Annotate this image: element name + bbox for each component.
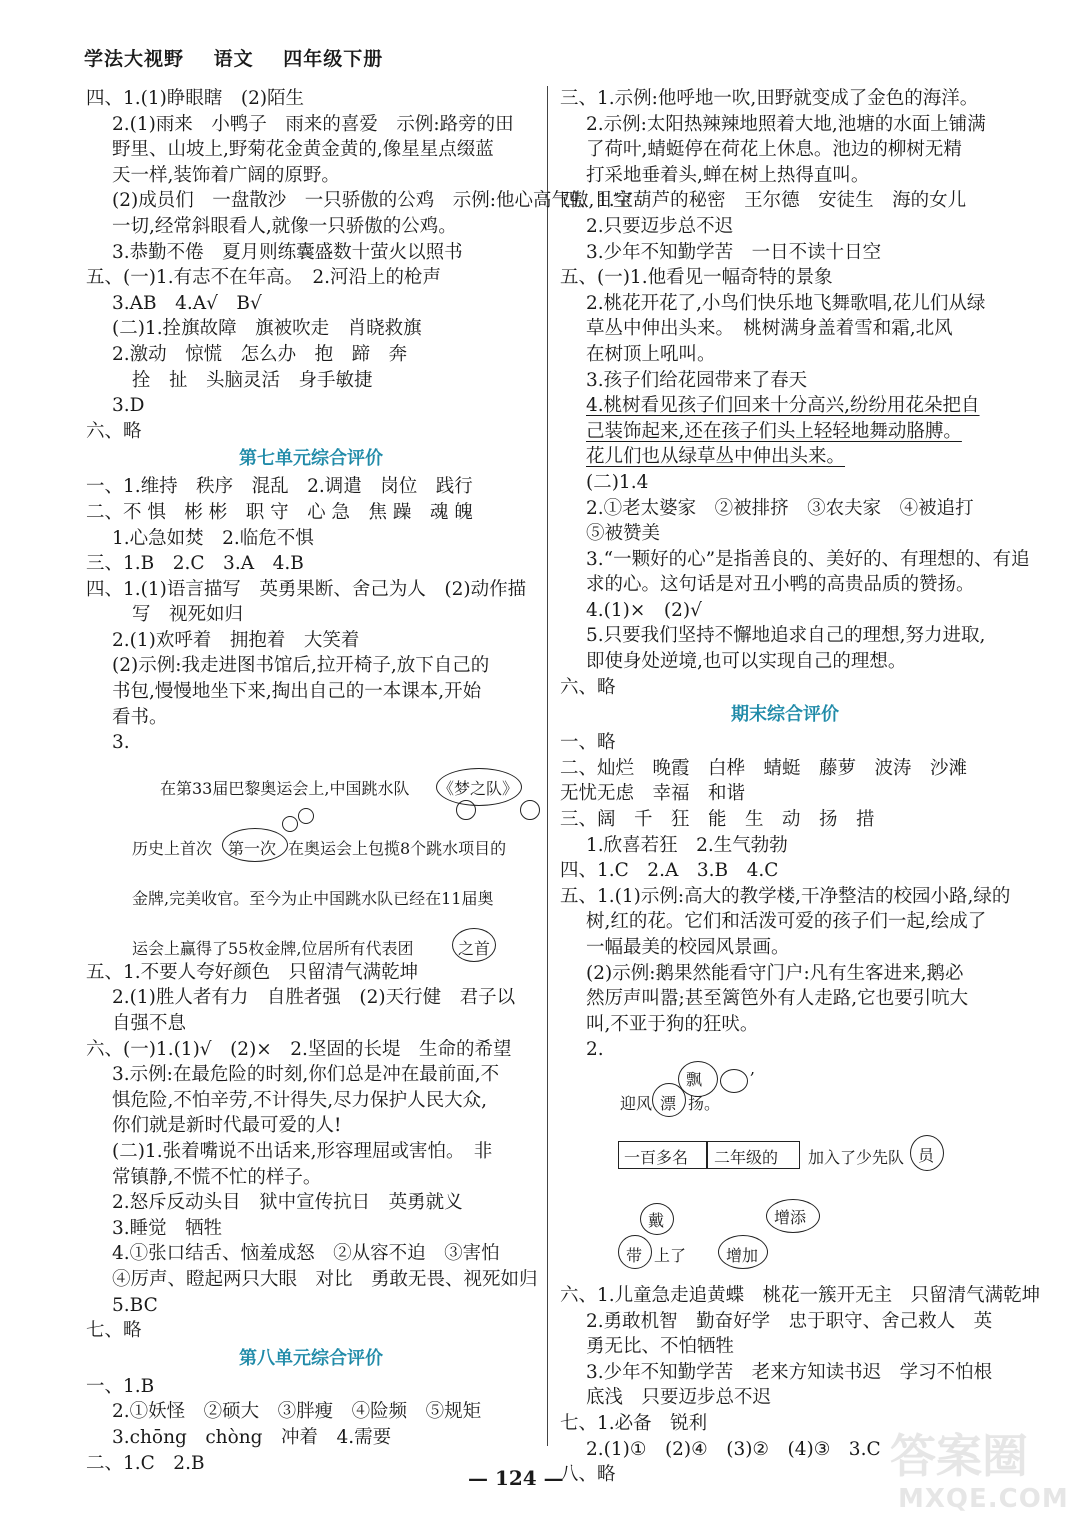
punctuation-correction-figure — [86, 756, 536, 960]
fig2-piao: 飘 — [686, 1069, 703, 1089]
fig2-piao2: 漂 — [660, 1093, 677, 1113]
fig-line4: 运会上赢得了55枚金牌,位居所有代表团 — [132, 938, 414, 958]
answer-line: 3.D — [112, 395, 145, 417]
answer-line: 2.勇敢机智 勤奋好学 忠于职守、舍己救人 英 — [586, 1310, 993, 1332]
fig2-join: 加入了少先队 — [808, 1147, 905, 1167]
answer-line: 5.只要我们坚持不懈地追求自己的理想,努力进取, — [586, 625, 986, 647]
watermark — [890, 1420, 1069, 1530]
answer-line: 2. — [586, 1039, 604, 1061]
answer-line: 看书。 — [112, 706, 168, 728]
quote-mark-circle — [282, 816, 298, 832]
circle-mark — [436, 768, 522, 806]
answer-line: 2.(1)欢呼着 拥抱着 大笑着 — [112, 629, 360, 651]
answer-line: 3.孩子们给花园带来了春天 — [586, 369, 808, 391]
answer-line: 4.①张口结舌、恼羞成怒 ②从容不迫 ③害怕 — [112, 1243, 500, 1265]
fig-line2a: 历史上首次 — [132, 838, 213, 858]
answer-line: (2)示例:我走进图书馆后,拉开椅子,放下自己的 — [112, 655, 490, 677]
answer-line: 无忧无虑 幸福 和谐 — [560, 783, 746, 805]
answer-line: 底浅 只要迈步总不迟 — [586, 1387, 772, 1409]
quote-mark-circle — [298, 808, 314, 824]
answer-line: 3. — [112, 732, 130, 754]
answer-line: 2.只要迈步总不迟 — [586, 215, 734, 237]
answer-line: 二、1.C 2.B — [86, 1452, 205, 1474]
answer-line: 2.(1)雨来 小鸭子 雨来的喜爱 示例:路旁的田 — [112, 113, 514, 135]
answer-line: 六、略 — [560, 676, 616, 698]
answer-line: 写 视死如归 — [132, 604, 244, 626]
answer-line: (二)1.张着嘴说不出话来,形容理屈或害怕。 非 — [112, 1141, 493, 1162]
box-divider — [706, 1141, 708, 1169]
answer-line: 一切,经常斜眼看人,就像一只骄傲的公鸡。 — [112, 215, 457, 237]
answer-line: 4.桃树看见孩子们回来十分高兴,纷纷用花朵把自 — [586, 395, 980, 417]
answer-line: 打采地垂着头,蝉在树上热得直叫。 — [586, 164, 870, 186]
fig2-box2: 二年级的 — [714, 1147, 779, 1167]
answer-line: 3.AB 4.A√ B√ — [112, 292, 262, 314]
final-answers — [560, 730, 1010, 1063]
fig3-dai: 戴 — [648, 1210, 665, 1230]
fig3-zengtian: 增添 — [774, 1207, 807, 1227]
page-number: — 124 — — [468, 1466, 564, 1490]
answer-line: 2.示例:太阳热辣辣地照着大地,池塘的水面上铺满 — [586, 113, 986, 135]
answer-line: 己装饰起来,还在孩子们头上轻轻地舞动胳膊。 — [586, 420, 962, 442]
answer-line: 2.怒斥反动头目 狱中宣传抗日 英勇就义 — [112, 1192, 463, 1214]
answer-line: 二、灿烂 晚霞 白桦 蜻蜓 藤萝 波涛 沙滩 — [560, 757, 968, 779]
answer-line: 1.心急如焚 2.临危不惧 — [112, 527, 314, 549]
answer-line: 四、1.(1)睁眼瞎 (2)陌生 — [86, 88, 305, 109]
answer-line: 三、阔 千 狂 能 生 动 扬 措 — [560, 809, 875, 831]
answer-line: 2.(1)胜人者有力 自胜者强 (2)天行健 君子以 — [112, 987, 516, 1009]
answer-line: 花儿们也从绿草丛中伸出头来。 — [586, 446, 846, 468]
watermark-cn: 答案圈 — [890, 1429, 1028, 1483]
fig3-dai2: 带 — [626, 1245, 643, 1265]
answer-line: 树,红的花。它们和活泼可爱的孩子们一起,绘成了 — [586, 911, 987, 933]
unit8-answers — [86, 1374, 536, 1476]
answer-line: 勇无比、不怕牺牲 — [586, 1336, 735, 1358]
answer-line: 3.少年不知勤学苦 老来方知读书迟 学习不怕根 — [586, 1361, 993, 1383]
fig-top-word: 之首 — [458, 938, 491, 958]
answer-line: 3.“一颗好的心”是指善良的、美好的、有理想的、有追 — [586, 548, 1030, 570]
fig-line3: 金牌,完美收官。至今为止中国跳水队已经在11届奥 — [132, 888, 494, 908]
fig2-yang: 扬。 — [688, 1093, 721, 1113]
watermark-en: MXQE.COM — [898, 1484, 1069, 1514]
answer-line: 惧危险,不怕辛劳,不计得失,尽力保护人民大众, — [112, 1089, 488, 1111]
fig-first-time: 第一次 — [228, 838, 277, 858]
answer-line: 然厉声叫嚣;甚至篱笆外有人走路,它也要引吭大 — [586, 988, 969, 1010]
answer-line: 七、1.必备 锐利 — [560, 1412, 708, 1434]
unit8-answers-cont — [560, 86, 1030, 700]
answer-line: ④厉声、瞪起两只大眼 对比 勇敢无畏、视死如归 — [112, 1268, 538, 1290]
answer-line: 五、(一)1.他看见一幅奇特的景象 — [560, 267, 833, 289]
fig2-yuan: 员 — [918, 1145, 935, 1165]
section-title-unit8: 第八单元综合评价 — [239, 1347, 383, 1369]
section-title-unit7: 第七单元综合评价 — [239, 448, 383, 470]
answer-line: 三、1.示例:他呼地一吹,田野就变成了金色的海洋。 — [560, 88, 979, 109]
fig3-shangle: 上了 — [654, 1245, 687, 1265]
circle-mark — [720, 1069, 748, 1093]
answer-line: 四、1.宝葫芦的秘密 王尔德 安徒生 海的女儿 — [560, 190, 967, 212]
circle-mark — [452, 928, 496, 962]
answer-line: 四、1.(1)语言描写 英勇果断、舍己为人 (2)动作描 — [86, 578, 527, 600]
answer-line: 一、1.维持 秩序 混乱 2.调遣 岗位 践行 — [86, 476, 473, 498]
series-title: 学法大视野 — [84, 48, 185, 70]
circle-mark — [222, 828, 288, 862]
fig3-zengjia: 增加 — [726, 1245, 759, 1265]
answer-line: 即使身处逆境,也可以实现自己的理想。 — [586, 651, 907, 673]
fig-line2c: 在奥运会上包揽8个跳水项目的 — [288, 838, 507, 858]
fig-dream-team: 《梦之队》 — [438, 778, 519, 798]
quote-mark-circle — [520, 800, 540, 820]
unit7-answers — [86, 474, 536, 756]
answer-line: 3.少年不知勤学苦 一日不读十日空 — [586, 241, 882, 263]
answer-line: 五、(一)1.有志不在年高。 2.河沿上的枪声 — [86, 267, 441, 289]
answer-line: 常镇静,不慌不忙的样子。 — [112, 1166, 322, 1188]
answer-line: 3.示例:在最危险的时刻,你们总是冲在最前面,不 — [112, 1064, 500, 1086]
answer-line: 你们就是新时代最可爱的人! — [112, 1115, 342, 1137]
answer-line: 草丛中伸出头来。 桃树满身盖着雪和霜,北风 — [586, 318, 953, 340]
answer-line: 了荷叶,蜻蜓停在荷花上休息。池边的柳树无精 — [586, 139, 962, 161]
answer-line: 五、1.(1)示例:高大的教学楼,干净整洁的校园小路,绿的 — [560, 885, 1011, 907]
answer-line: 在树顶上吼叫。 — [586, 343, 716, 365]
answer-line: 2.桃花开花了,小鸟们快乐地飞舞歌唱,花儿们从绿 — [586, 292, 986, 314]
answer-line: (2)示例:鹅果然能看守门户:凡有生客进来,鹅必 — [586, 962, 964, 984]
answer-line: 1.欣喜若狂 2.生气勃勃 — [586, 834, 788, 856]
answer-line: 野里、山坡上,野菊花金黄金黄的,像星星点缀蓝 — [112, 139, 494, 161]
answer-line: 五、1.不要人夸好颜色 只留清气满乾坤 — [86, 961, 419, 983]
answer-line: 四、1.C 2.A 3.B 4.C — [560, 860, 779, 882]
answer-line: 拴 扯 头脑灵活 身手敏捷 — [132, 369, 373, 391]
answer-line: 一、1.B — [86, 1375, 155, 1397]
answer-line: 三、1.B 2.C 3.A 4.B — [86, 553, 304, 575]
column-divider — [547, 86, 548, 1446]
correction-figure-2 — [560, 1058, 1010, 1213]
unit6-answers — [86, 86, 632, 444]
answer-line: 书包,慢慢地坐下来,掏出自己的一本课本,开始 — [112, 681, 482, 703]
answer-line: ⑤被赞美 — [586, 523, 661, 545]
answer-line: 2.激动 惊慌 怎么办 抱 蹄 奔 — [112, 343, 408, 365]
answer-line: 天一样,装饰着广阔的原野。 — [112, 164, 340, 186]
answer-line: (2)成员们 一盘散沙 一只骄傲的公鸡 示例:他心高气傲,目空 — [112, 190, 632, 212]
unit7-answers-cont — [86, 960, 536, 1344]
answer-line: 一、略 — [560, 732, 616, 754]
answer-line: 3.恭勤不倦 夏月则练囊盛数十萤火以照书 — [112, 241, 463, 263]
fig2-yingfeng: 迎风 — [620, 1093, 653, 1113]
answer-line: 2.(1)① (2)④ (3)② (4)③ 3.C — [586, 1438, 881, 1460]
fig-line1: 在第33届巴黎奥运会上,中国跳水队 — [160, 778, 410, 798]
answer-line: 六、略 — [86, 420, 142, 442]
answer-line: 叫,不亚于狗的狂吠。 — [586, 1013, 759, 1035]
answer-line: (二)1.4 — [586, 471, 649, 493]
answer-line: 八、略 — [560, 1464, 616, 1486]
subject-title: 语文 — [213, 48, 254, 70]
answer-line: 3.chōng chòng 冲着 4.需要 — [112, 1426, 392, 1448]
answer-line: 六、1.儿童急走追黄蝶 桃花一簇开无主 只留清气满乾坤 — [560, 1284, 1041, 1306]
answer-line: 2.①老太婆家 ②被排挤 ③农夫家 ④被追打 — [586, 497, 974, 519]
answer-line: 4.(1)× (2)√ — [586, 599, 702, 621]
answer-line: 六、(一)1.(1)√ (2)× 2.坚固的长堤 生命的希望 — [86, 1038, 512, 1060]
section-title-final: 期末综合评价 — [731, 704, 839, 726]
answer-line: 3.睡觉 牺牲 — [112, 1217, 223, 1239]
fig2-box1: 一百多名 — [624, 1147, 689, 1167]
page-header — [84, 44, 405, 71]
answer-line: (二)1.拴旗故障 旗被吹走 肖晓救旗 — [112, 318, 422, 340]
answer-line: 七、略 — [86, 1320, 142, 1342]
answer-line: 5.BC — [112, 1294, 158, 1316]
answer-line: 求的心。这句话是对丑小鸭的高贵品质的赞扬。 — [586, 574, 975, 596]
quote-mark-circle — [456, 800, 476, 820]
grade-title: 四年级下册 — [283, 48, 384, 70]
right-column — [560, 86, 1041, 1488]
correction-figure-3 — [560, 1207, 1010, 1283]
fig2-comma: , — [750, 1058, 756, 1078]
answer-line: 一幅最美的校园风景画。 — [586, 937, 790, 958]
answer-line: 自强不息 — [112, 1013, 187, 1035]
answer-line: 2.①妖怪 ②硕大 ③胖瘦 ④险频 ⑤规矩 — [112, 1401, 482, 1423]
answer-line: 二、不 惧 彬 彬 职 守 心 急 焦 躁 魂 魄 — [86, 501, 473, 523]
